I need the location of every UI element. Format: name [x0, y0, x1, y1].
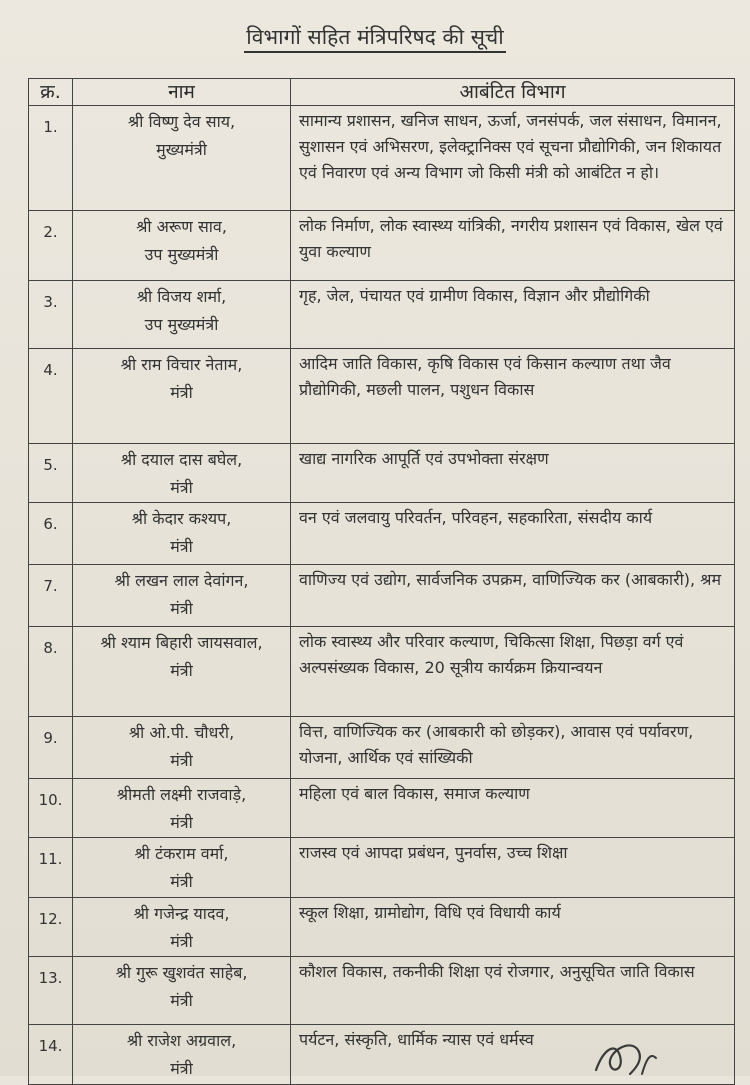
minister-name-cell — [73, 898, 291, 957]
minister-designation: मंत्री — [170, 661, 193, 680]
row-number: 7. — [29, 565, 73, 627]
row-number: 4. — [29, 349, 73, 444]
table-row — [29, 838, 735, 898]
minister-name: श्री दयाल दास बघेल, — [120, 450, 243, 469]
departments-cell: वित्त, वाणिज्यिक कर (आबकारी को छोड़कर), आवास एवं पर्यावरण, योजना, आर्थिक एवं सांख्यिकी — [291, 717, 735, 779]
document-title-text: विभागों सहित मंत्रिपरिषद की सूची — [244, 25, 505, 53]
minister-designation: मंत्री — [170, 991, 193, 1010]
minister-name-cell — [73, 444, 291, 503]
row-number: 13. — [29, 957, 73, 1025]
table-row — [29, 957, 735, 1025]
minister-name: श्री केदार कश्यप, — [131, 509, 232, 528]
minister-name-cell — [73, 957, 291, 1025]
minister-designation: मंत्री — [170, 537, 193, 556]
row-number: 14. — [29, 1025, 73, 1085]
row-number: 1. — [29, 106, 73, 211]
document-title — [0, 22, 750, 52]
minister-name: श्री गुरू खुशवंत साहेब, — [115, 963, 248, 982]
departments-cell: आदिम जाति विकास, कृषि विकास एवं किसान कल्याण तथा जैव प्रौद्योगिकी, मछली पालन, पशुधन विकास — [291, 349, 735, 444]
table-row — [29, 211, 735, 281]
signature-mark — [590, 1030, 680, 1076]
row-number: 8. — [29, 627, 73, 717]
minister-name-cell — [73, 779, 291, 838]
minister-name-cell — [73, 349, 291, 444]
minister-name: श्री गजेन्द्र यादव, — [133, 904, 230, 923]
table-row — [29, 898, 735, 957]
minister-name-cell — [73, 627, 291, 717]
table-header-row — [29, 79, 735, 106]
header-number: क्र. — [29, 79, 73, 106]
table-row — [29, 717, 735, 779]
departments-cell: वाणिज्य एवं उद्योग, सार्वजनिक उपक्रम, वाणिज्यिक कर (आबकारी), श्रम — [291, 565, 735, 627]
minister-designation: मंत्री — [170, 383, 193, 402]
row-number: 3. — [29, 281, 73, 349]
minister-name: श्री राजेश अग्रवाल, — [126, 1031, 237, 1050]
minister-name-cell — [73, 211, 291, 281]
departments-cell: खाद्य नागरिक आपूर्ति एवं उपभोक्ता संरक्षण — [291, 444, 735, 503]
minister-name: श्री विजय शर्मा, — [136, 287, 227, 306]
header-departments: आबंटित विभाग — [291, 79, 735, 106]
departments-cell: महिला एवं बाल विकास, समाज कल्याण — [291, 779, 735, 838]
table-row — [29, 444, 735, 503]
row-number: 5. — [29, 444, 73, 503]
departments-cell: कौशल विकास, तकनीकी शिक्षा एवं रोजगार, अनुसूचित जाति विकास — [291, 957, 735, 1025]
departments-cell: पर्यटन, संस्कृति, धार्मिक न्यास एवं धर्मस्व — [291, 1025, 735, 1085]
departments-cell: राजस्व एवं आपदा प्रबंधन, पुनर्वास, उच्च शिक्षा — [291, 838, 735, 898]
minister-name: श्री राम विचार नेताम, — [120, 355, 243, 374]
departments-cell: सामान्य प्रशासन, खनिज साधन, ऊर्जा, जनसंपर्क, जल संसाधन, विमानन, सुशासन एवं अभिसरण, इलेक्ट्रानिक्स एवं सूचना प्रौद्योगिकी, जन शिकायत एवं निवारण एवं अन्य विभाग जो किसी मंत्री को आबंटित न हो। — [291, 106, 735, 211]
departments-cell: लोक स्वास्थ्य और परिवार कल्याण, चिकित्सा शिक्षा, पिछड़ा वर्ग एवं अल्पसंख्यक विकास, 20 सूत्रीय कार्यक्रम क्रियान्वयन — [291, 627, 735, 717]
minister-name-cell — [73, 106, 291, 211]
minister-name-cell — [73, 281, 291, 349]
departments-cell: गृह, जेल, पंचायत एवं ग्रामीण विकास, विज्ञान और प्रौद्योगिकी — [291, 281, 735, 349]
row-number: 9. — [29, 717, 73, 779]
minister-name-cell — [73, 503, 291, 565]
header-name: नाम — [73, 79, 291, 106]
row-number: 2. — [29, 211, 73, 281]
minister-name-cell — [73, 717, 291, 779]
row-number: 6. — [29, 503, 73, 565]
minister-name: श्री लखन लाल देवांगन, — [114, 571, 249, 590]
row-number: 12. — [29, 898, 73, 957]
minister-designation: मंत्री — [170, 813, 193, 832]
minister-designation: उप मुख्यमंत्री — [144, 315, 219, 334]
minister-name: श्रीमती लक्ष्मी राजवाड़े, — [116, 785, 247, 804]
minister-designation: मंत्री — [170, 599, 193, 618]
minister-designation: मंत्री — [170, 872, 193, 891]
minister-name: श्री श्याम बिहारी जायसवाल, — [100, 633, 263, 652]
table-row — [29, 349, 735, 444]
table-row — [29, 565, 735, 627]
departments-cell: वन एवं जलवायु परिवर्तन, परिवहन, सहकारिता, संसदीय कार्य — [291, 503, 735, 565]
table-row — [29, 779, 735, 838]
minister-designation: मंत्री — [170, 932, 193, 951]
departments-cell: लोक निर्माण, लोक स्वास्थ्य यांत्रिकी, नगरीय प्रशासन एवं विकास, खेल एवं युवा कल्याण — [291, 211, 735, 281]
cabinet-table — [28, 78, 735, 1085]
row-number: 11. — [29, 838, 73, 898]
minister-designation: मंत्री — [170, 478, 193, 497]
minister-name: श्री विष्णु देव साय, — [127, 112, 236, 131]
departments-cell: स्कूल शिक्षा, ग्रामोद्योग, विधि एवं विधायी कार्य — [291, 898, 735, 957]
minister-name-cell — [73, 565, 291, 627]
table-row — [29, 627, 735, 717]
table-row — [29, 281, 735, 349]
minister-designation: मंत्री — [170, 1059, 193, 1078]
minister-designation: मंत्री — [170, 751, 193, 770]
minister-designation: मुख्यमंत्री — [156, 140, 207, 159]
row-number: 10. — [29, 779, 73, 838]
table-row — [29, 503, 735, 565]
minister-designation: उप मुख्यमंत्री — [144, 245, 219, 264]
table-row — [29, 106, 735, 211]
minister-name-cell — [73, 838, 291, 898]
minister-name: श्री टंकराम वर्मा, — [134, 844, 229, 863]
minister-name: श्री अरूण साव, — [136, 217, 227, 236]
minister-name: श्री ओ.पी. चौधरी, — [128, 723, 235, 742]
